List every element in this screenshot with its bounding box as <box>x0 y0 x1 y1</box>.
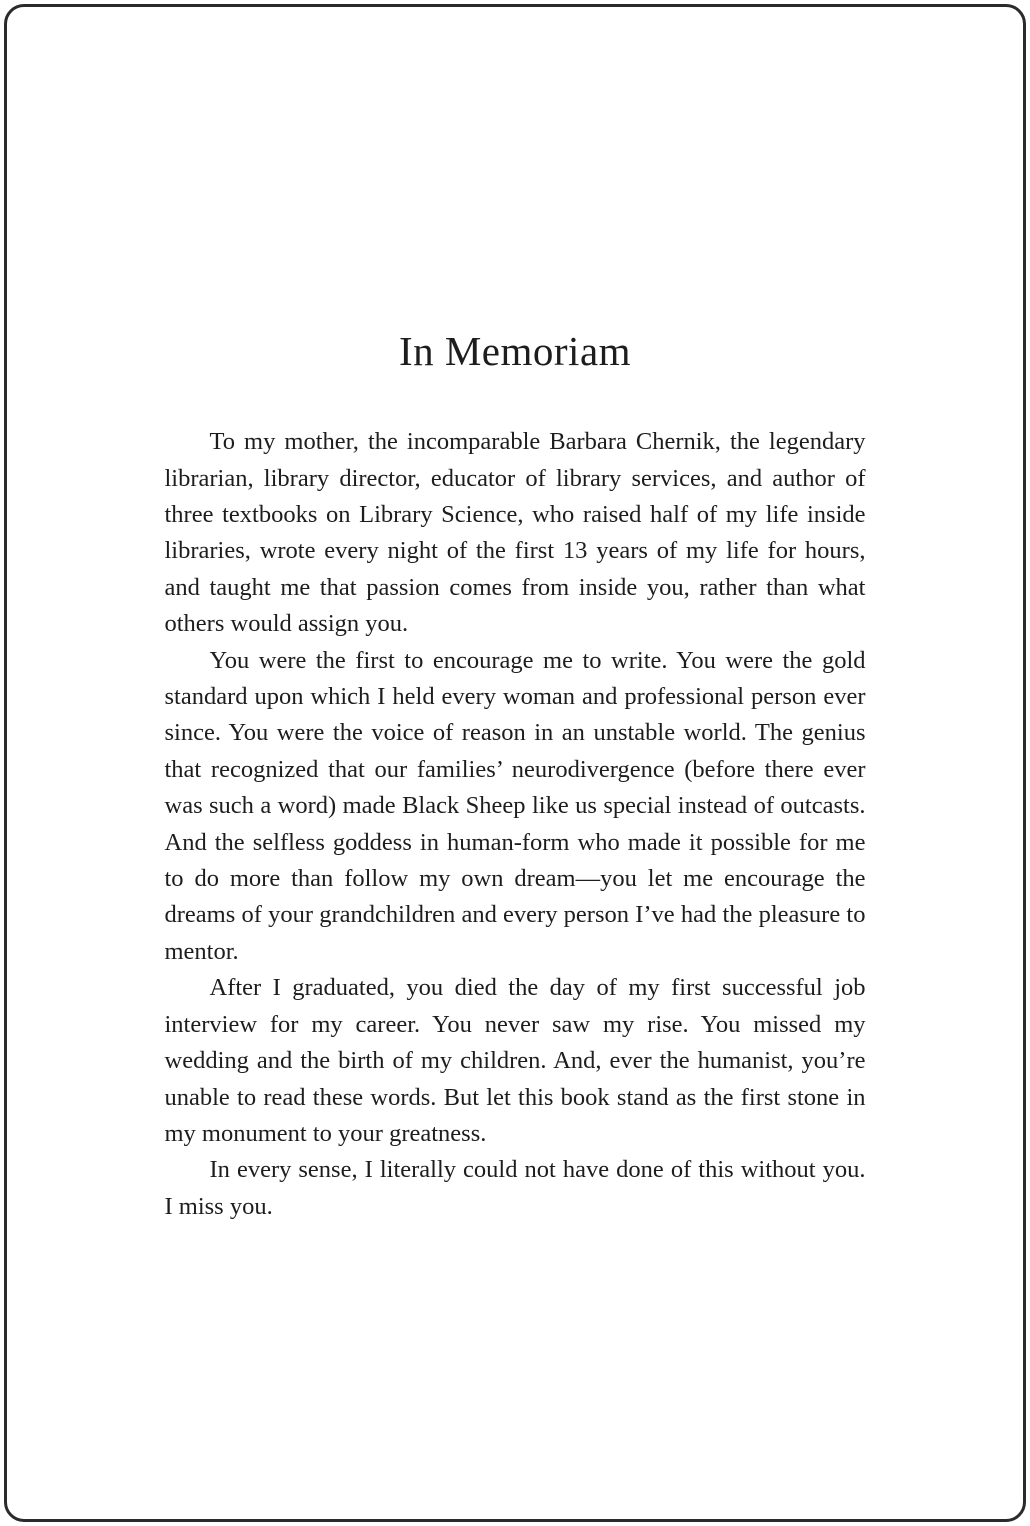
page-title: In Memoriam <box>398 328 632 374</box>
paragraph-1: To my mother, the incomparable Barbara Chernik, the legendary librarian, library director, educator of library services, and author of three textbooks on Library Science, who raised half of my life inside libraries, wrote every night of the first 13 years of my life for hours, and taught me that passion comes from inside you, rather than what others would assign you. <box>164 428 866 638</box>
paragraph-4: In every sense, I literally could not have done of this without you. I miss you. <box>164 1156 866 1220</box>
paragraph-3: After I graduated, you died the day of my first successful job interview for my career. You never saw my rise. You missed my wedding and the birth of my children. And, ever the humanist, you’re unable to read these words. But let this book stand as the first stone in my monument to your greatness. <box>164 974 866 1147</box>
paragraph-2: You were the first to encourage me to write. You were the gold standard upon which I held every woman and professional person ever since. You were the voice of reason in an unstable world. The genius that recognized that our families’ neurodivergence (before there ever was such a word) made Black Sheep like us special instead of outcasts. And the selfless goddess in human-form who made it possible for me to do more than follow my own dream—you let me encourage the dreams of your grandchildren and every person I’ve had the pleasure to mentor. <box>164 646 866 965</box>
dedication-text <box>165 424 866 1225</box>
page-border <box>4 4 1026 1522</box>
